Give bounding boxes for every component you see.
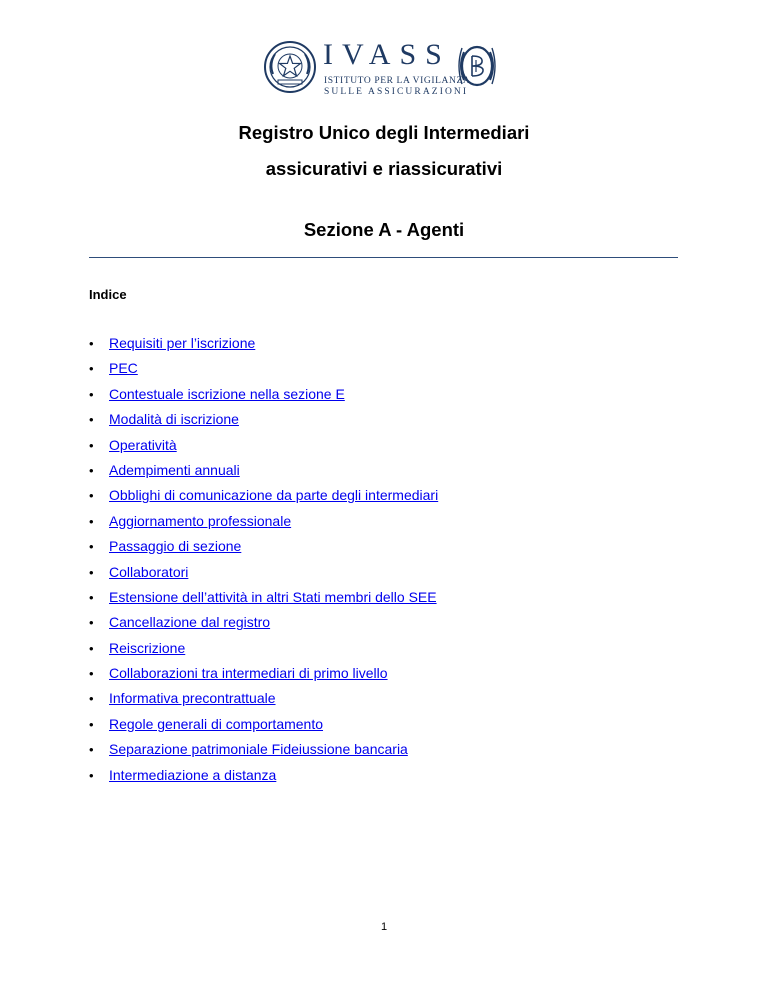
- toc-link[interactable]: Informativa precontrattuale: [109, 690, 276, 707]
- toc-link[interactable]: Regole generali di comportamento: [109, 715, 324, 732]
- toc-item: [89, 360, 438, 385]
- banca-italia-emblem-icon: [456, 42, 498, 90]
- bullet-icon: •: [89, 564, 94, 580]
- toc-link[interactable]: Intermediazione a distanza: [109, 766, 277, 783]
- toc-link[interactable]: Contestuale iscrizione nella sezione E: [109, 385, 345, 402]
- bullet-icon: •: [89, 615, 94, 631]
- toc-link[interactable]: Operatività: [109, 436, 177, 453]
- page-number: 1: [380, 921, 388, 933]
- toc-link[interactable]: PEC: [109, 360, 138, 377]
- toc-link[interactable]: Separazione patrimoniale Fideiussione bancaria: [109, 741, 408, 758]
- toc-item: [89, 564, 438, 589]
- toc-link[interactable]: Obblighi di comunicazione da parte degli intermediari: [109, 487, 439, 504]
- toc-link[interactable]: Estensione dell’attività in altri Stati membri dello SEE: [109, 588, 437, 605]
- toc-item: [89, 665, 438, 690]
- toc-item: [89, 741, 438, 766]
- toc-item: [89, 538, 438, 563]
- bullet-icon: •: [89, 716, 94, 732]
- bullet-icon: •: [89, 386, 94, 402]
- brand-subtitle-line2: SULLE ASSICURAZIONI: [324, 87, 469, 97]
- bullet-icon: •: [89, 336, 94, 351]
- brand-name: IVASS: [323, 38, 451, 71]
- toc-link[interactable]: Passaggio di sezione: [109, 538, 242, 555]
- bullet-icon: •: [89, 539, 94, 555]
- bullet-icon: •: [89, 767, 94, 783]
- toc-item: [89, 411, 438, 436]
- toc-link[interactable]: Cancellazione dal registro: [109, 614, 271, 631]
- bullet-icon: •: [89, 691, 94, 707]
- toc-link[interactable]: Requisiti per l’iscrizione: [109, 335, 256, 351]
- toc-item: [89, 335, 438, 360]
- bullet-icon: •: [89, 437, 94, 453]
- section-title: Sezione A - Agenti: [303, 219, 465, 240]
- document-title-line2: assicurativi e riassicurativi: [265, 158, 503, 179]
- title-divider: [89, 257, 678, 258]
- ivass-logo: [263, 40, 523, 96]
- toc-item: [89, 767, 438, 792]
- toc-item: [89, 513, 438, 538]
- bullet-icon: •: [89, 589, 94, 605]
- toc-item: [89, 690, 438, 715]
- toc-link[interactable]: Aggiornamento professionale: [109, 512, 292, 529]
- table-of-contents: [89, 335, 438, 792]
- toc-link[interactable]: Collaboratori: [109, 563, 189, 580]
- bullet-icon: •: [89, 742, 94, 758]
- toc-item: [89, 386, 438, 411]
- toc-link[interactable]: Reiscrizione: [109, 639, 186, 656]
- toc-item: [89, 589, 438, 614]
- bullet-icon: •: [89, 361, 94, 377]
- bullet-icon: •: [89, 666, 94, 682]
- toc-item: [89, 487, 438, 512]
- toc-item: [89, 437, 438, 462]
- toc-link[interactable]: Collaborazioni tra intermediari di primo livello: [109, 665, 388, 682]
- bullet-icon: •: [89, 640, 94, 656]
- document-title-line1: Registro Unico degli Intermediari: [238, 122, 530, 143]
- bullet-icon: •: [89, 412, 94, 428]
- bullet-icon: •: [89, 462, 94, 478]
- bullet-icon: •: [89, 513, 94, 529]
- toc-item: [89, 716, 438, 741]
- brand-subtitle-line1: ISTITUTO PER LA VIGILANZA: [324, 76, 471, 86]
- toc-item: [89, 462, 438, 487]
- toc-link[interactable]: Modalità di iscrizione: [109, 411, 239, 428]
- index-heading: Indice: [89, 287, 127, 302]
- toc-item: [89, 614, 438, 639]
- toc-item: [89, 640, 438, 665]
- toc-link[interactable]: Adempimenti annuali: [109, 461, 240, 478]
- bullet-icon: •: [89, 488, 94, 504]
- republic-emblem-icon: [263, 40, 317, 94]
